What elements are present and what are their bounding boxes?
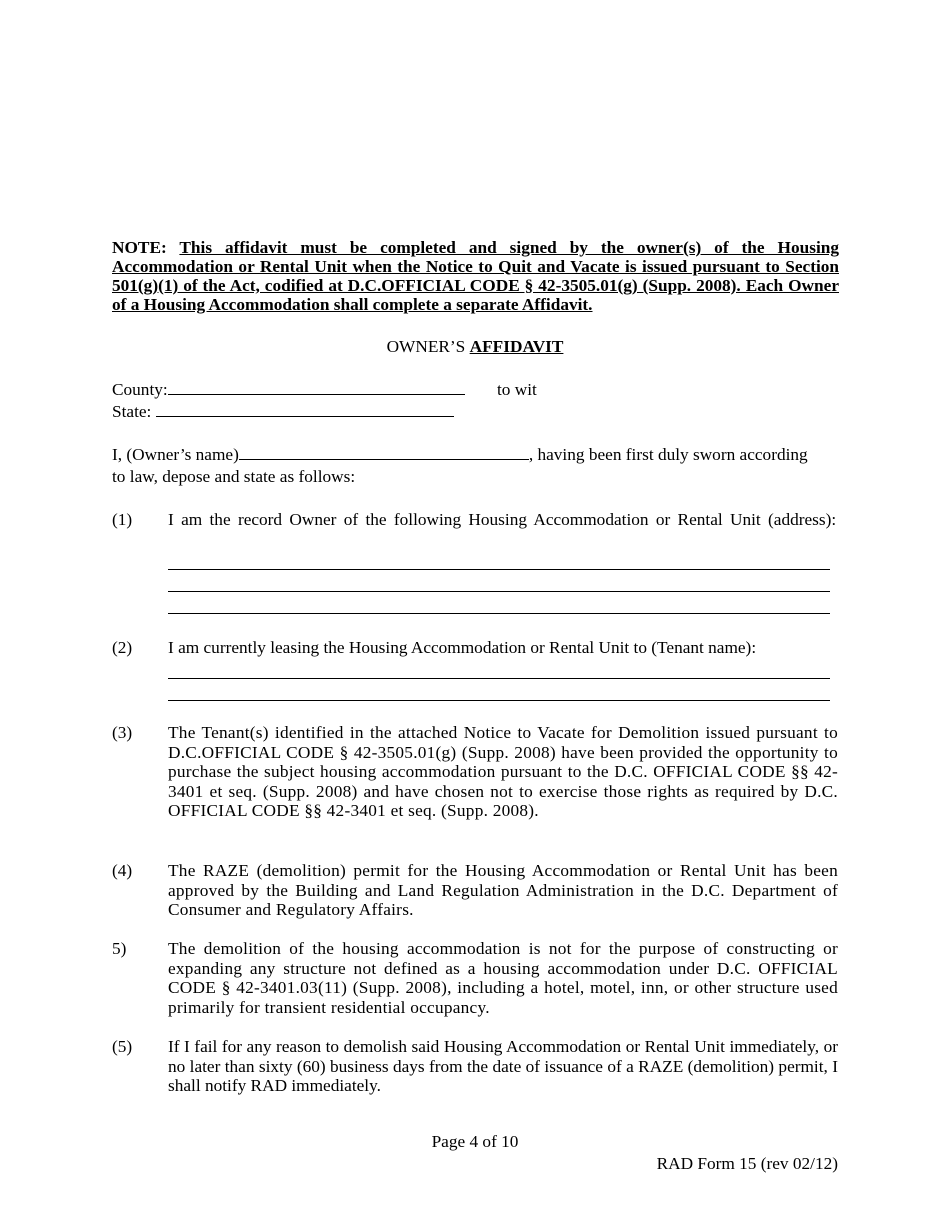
tenant-name-line[interactable] (168, 678, 830, 679)
note-label: NOTE: (112, 238, 167, 257)
intro-line-2: to law, depose and state as follows: (112, 467, 356, 486)
item-number: (3) (112, 723, 133, 742)
item-text: I am the record Owner of the following Housing Accommodation or Rental Unit (address): (168, 510, 837, 529)
page-number: Page 4 of 10 (431, 1132, 519, 1151)
intro-sworn-text: , having been first duly sworn according (528, 445, 808, 464)
address-line[interactable] (168, 569, 830, 570)
affidavit-note (112, 238, 839, 314)
item-text: The demolition of the housing accommodation is not for the purpose of constructing or expanding any structure not defined as a housing accommodation under D.C. OFFICIAL CODE § 42-3401.03(11) (Supp. 2008), including a hotel, motel, inn, or other structure used primarily for transient residential occupancy. (168, 939, 838, 1017)
title-affidavit: AFFIDAVIT (469, 337, 564, 356)
county-row (112, 379, 465, 401)
item-number: (5) (112, 1037, 133, 1056)
county-label: County: (112, 380, 168, 399)
item-number: 5) (112, 939, 127, 958)
state-field[interactable] (156, 401, 454, 417)
title-owners: OWNER’S (386, 337, 466, 356)
item-number: (2) (112, 638, 133, 657)
item-text: The RAZE (demolition) permit for the Housing Accommodation or Rental Unit has been approved by the Building and Land Regulation Administration in the D.C. Department of Consumer and Regulatory Affairs. (168, 861, 838, 920)
item-text: If I fail for any reason to demolish said Housing Accommodation or Rental Unit immediately, or no later than sixty (60) business days from the date of issuance of a RAZE (demolition) permit, I shall notify RAD immediately. (168, 1037, 838, 1096)
item-text: I am currently leasing the Housing Accommodation or Rental Unit to (Tenant name): (168, 638, 757, 657)
note-text: This affidavit must be completed and signed by the owner(s) of the Housing Accommodation or Rental Unit when the Notice to Quit and Vacate is issued pursuant to Section 501(g)(1) of the Act, codified at D.C.OFFICIAL CODE § 42-3505.01(g) (Supp. 2008). Each Owner of a Housing Accommodation shall complete a separate Affidavit. (112, 238, 839, 314)
item-text: The Tenant(s) identified in the attached Notice to Vacate for Demolition issued pursuant to D.C.OFFICIAL CODE § 42-3505.01(g) (Supp. 2008) have been provided the opportunity to purchase the subject housing accommodation pursuant to the D.C. OFFICIAL CODE §§ 42-3401 et seq. (Supp. 2008) and have chosen not to exercise those rights as required by D.C. OFFICIAL CODE §§ 42-3401 et seq. (Supp. 2008). (168, 723, 838, 821)
page-title (0, 336, 950, 358)
address-line[interactable] (168, 613, 830, 614)
state-label: State: (112, 402, 152, 421)
address-line[interactable] (168, 591, 830, 592)
form-id: RAD Form 15 (rev 02/12) (656, 1154, 838, 1173)
item-number: (1) (112, 510, 133, 529)
to-wit-text: to wit (497, 380, 537, 399)
county-field[interactable] (168, 379, 465, 395)
owner-name-field[interactable] (239, 444, 529, 460)
state-row (112, 401, 454, 423)
owner-name-label: I, (Owner’s name) (112, 445, 239, 464)
item-number: (4) (112, 861, 133, 880)
tenant-name-line[interactable] (168, 700, 830, 701)
intro-line (112, 444, 808, 466)
